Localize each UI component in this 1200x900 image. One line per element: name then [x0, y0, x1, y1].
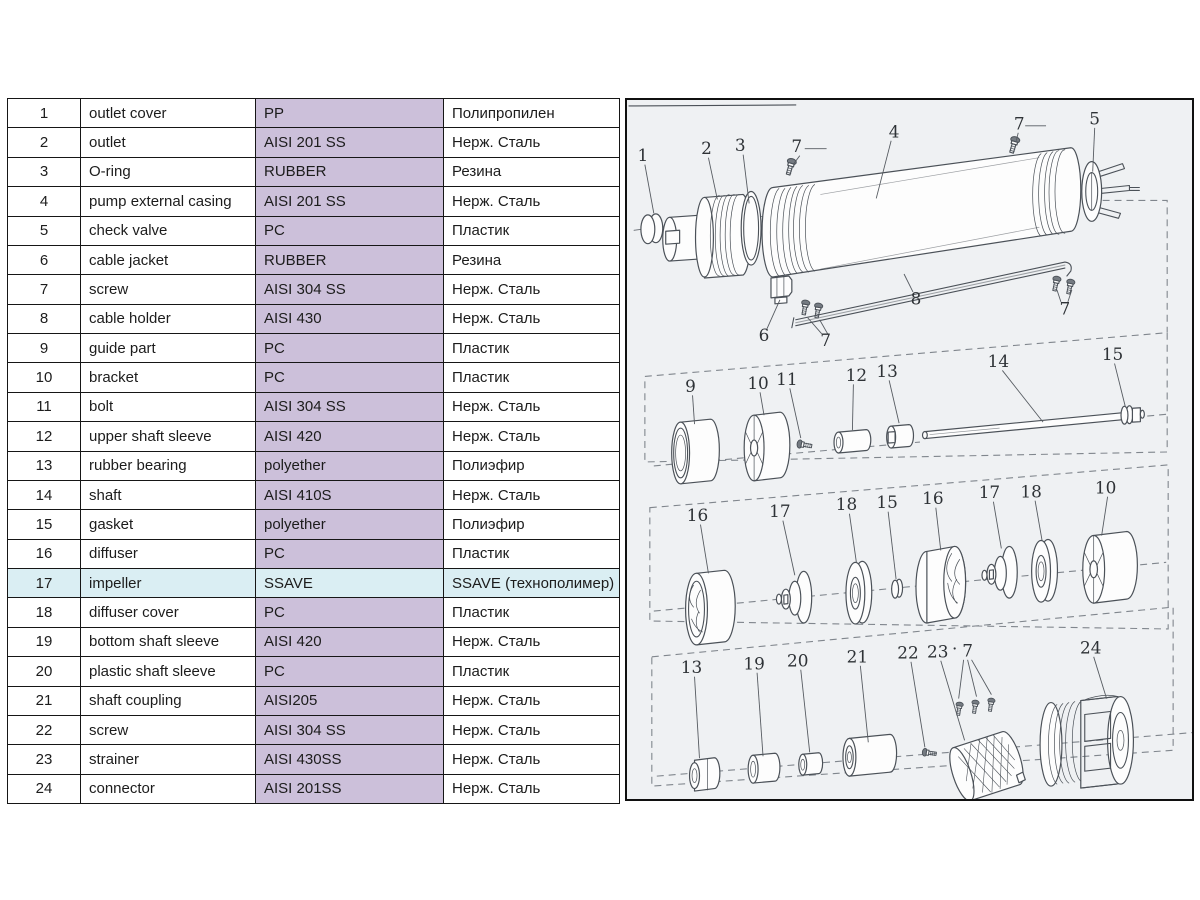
callout-number: 8 [910, 288, 922, 309]
part-21-shaft-coupling [843, 734, 897, 776]
part-13-rubber-bearing [887, 425, 914, 448]
callout-leader-line [852, 384, 853, 430]
callout-leader-line [1035, 501, 1042, 541]
part-material-ru: Пластик [444, 216, 620, 245]
part-material: SSAVE [256, 569, 444, 598]
part-number: 14 [8, 480, 81, 509]
table-row [8, 686, 620, 715]
callout-leader-line [936, 508, 941, 551]
table-row [8, 510, 620, 539]
part-name: diffuser [81, 539, 256, 568]
callout-number: 20 [787, 650, 809, 671]
part-name: gasket [81, 510, 256, 539]
part-material-ru: Нерж. Сталь [444, 627, 620, 656]
part-material-ru: Полипропилен [444, 99, 620, 128]
part-material: AISI205 [256, 686, 444, 715]
table-row [8, 157, 620, 186]
part-number: 22 [8, 715, 81, 744]
callout-leader-line [889, 380, 899, 423]
part-20-plastic-shaft-sleeve [799, 753, 823, 775]
callout-leader-line [911, 662, 925, 748]
part-material-ru: Нерж. Сталь [444, 745, 620, 774]
callout-leader-line [708, 158, 717, 200]
part-number: 5 [8, 216, 81, 245]
parts-table [7, 98, 620, 804]
callout-number: 24 [1079, 637, 1102, 658]
part-17-impeller-2 [982, 546, 1017, 598]
part-number: 2 [8, 128, 81, 157]
table-row [8, 745, 620, 774]
part-name: pump external casing [81, 187, 256, 216]
part-name: shaft [81, 480, 256, 509]
part-material: AISI 430 [256, 304, 444, 333]
part-material-ru: SSAVE (технополимер) [444, 569, 620, 598]
part-name: screw [81, 715, 256, 744]
part-number: 4 [8, 187, 81, 216]
part-name: screw [81, 275, 256, 304]
part-23-strainer [945, 729, 1028, 799]
callout-number: 16 [922, 488, 944, 509]
part-material-ru: Полиэфир [444, 510, 620, 539]
callout-number: 1 [637, 145, 649, 166]
part-number: 17 [8, 569, 81, 598]
part-material: AISI 201 SS [256, 128, 444, 157]
part-material: AISI 304 SS [256, 715, 444, 744]
part-material-ru: Нерж. Сталь [444, 275, 620, 304]
part-13-rubber-bearing-2 [690, 758, 720, 791]
part-material-ru: Пластик [444, 598, 620, 627]
part-number: 6 [8, 245, 81, 274]
part-material: RUBBER [256, 245, 444, 274]
diagram-section-shaft-assembly [672, 406, 1145, 484]
callout-number: 16 [686, 505, 709, 526]
part-material-ru: Пластик [444, 539, 620, 568]
part-material: AISI 420 [256, 627, 444, 656]
callout-number: · [951, 638, 958, 659]
table-row [8, 774, 620, 803]
table-row [8, 99, 620, 128]
part-6-cable-jacket [771, 276, 792, 304]
callout-number: 6 [758, 325, 770, 346]
callout-number: 7 [962, 640, 973, 661]
part-number: 21 [8, 686, 81, 715]
part-name: outlet [81, 128, 256, 157]
screw-icon [955, 698, 996, 716]
part-number: 18 [8, 598, 81, 627]
part-material-ru: Пластик [444, 363, 620, 392]
part-number: 24 [8, 774, 81, 803]
part-name: rubber bearing [81, 451, 256, 480]
part-name: impeller [81, 569, 256, 598]
table-row [8, 451, 620, 480]
table-row [8, 128, 620, 157]
callout-number: 13 [876, 360, 898, 381]
table-row [8, 392, 620, 421]
part-3-o-ring [741, 191, 761, 265]
callout-leader-line [801, 670, 810, 753]
part-material-ru: Нерж. Сталь [444, 480, 620, 509]
table-row [8, 304, 620, 333]
part-material: AISI 304 SS [256, 275, 444, 304]
part-material-ru: Нерж. Сталь [444, 128, 620, 157]
callout-number: 3 [734, 135, 746, 156]
callout-leader-line [1115, 363, 1126, 407]
part-material: AISI 430SS [256, 745, 444, 774]
callout-number: 5 [1089, 108, 1101, 129]
part-material-ru: Пластик [444, 657, 620, 686]
scan-artifact-line [629, 105, 796, 106]
part-15-gasket-small [892, 579, 903, 598]
part-material: AISI 201 SS [256, 187, 444, 216]
part-12-upper-shaft-sleeve [834, 430, 871, 453]
callout-number: 14 [987, 350, 1010, 372]
part-material: AISI 304 SS [256, 392, 444, 421]
part-name: bolt [81, 392, 256, 421]
callout-number: 13 [680, 657, 703, 678]
part-material-ru: Пластик [444, 334, 620, 363]
callout-number: 18 [1020, 481, 1042, 502]
table-row [8, 216, 620, 245]
table-row [8, 422, 620, 451]
callout-number: 4 [888, 121, 900, 142]
callout-leader-line [783, 521, 795, 576]
part-number: 7 [8, 275, 81, 304]
part-name: outlet cover [81, 99, 256, 128]
part-2-outlet [663, 194, 751, 278]
part-15-gasket [1121, 406, 1144, 424]
callout-leader-line [1094, 657, 1107, 699]
part-material: AISI 201SS [256, 774, 444, 803]
part-number: 13 [8, 451, 81, 480]
part-material: AISI 410S [256, 480, 444, 509]
table-row [8, 657, 620, 686]
callout-number: 2 [701, 138, 712, 159]
callout-leader-line [860, 666, 868, 743]
part-number: 10 [8, 363, 81, 392]
part-material-ru: Нерж. Сталь [444, 304, 620, 333]
callout-number: 7 [1013, 113, 1025, 134]
part-number: 1 [8, 99, 81, 128]
part-number: 20 [8, 657, 81, 686]
callout-number: 7 [820, 330, 831, 351]
callout-leader-line [1002, 370, 1043, 422]
part-material: PC [256, 363, 444, 392]
part-material: AISI 420 [256, 422, 444, 451]
callout-leader-line [941, 661, 965, 741]
part-16-diffuser-open [916, 546, 966, 623]
callout-number: 9 [685, 375, 696, 396]
part-number: 8 [8, 304, 81, 333]
part-number: 3 [8, 157, 81, 186]
table-row [8, 363, 620, 392]
part-material-ru: Резина [444, 245, 620, 274]
part-number: 9 [8, 334, 81, 363]
part-material: RUBBER [256, 157, 444, 186]
part-number: 19 [8, 627, 81, 656]
part-name: shaft coupling [81, 686, 256, 715]
part-5-check-valve [1082, 162, 1140, 222]
table-row [8, 539, 620, 568]
callout-leader-line [695, 677, 700, 759]
part-material: PC [256, 216, 444, 245]
part-10-bracket-2 [1083, 532, 1138, 604]
table-row [8, 715, 620, 744]
part-number: 12 [8, 422, 81, 451]
part-name: bracket [81, 363, 256, 392]
part-material: PC [256, 334, 444, 363]
table-row [8, 334, 620, 363]
part-material: polyether [256, 451, 444, 480]
table-row [8, 245, 620, 274]
part-name: cable holder [81, 304, 256, 333]
exploded-view-panel [625, 98, 1194, 801]
part-name: cable jacket [81, 245, 256, 274]
callout-number: 10 [1094, 477, 1117, 498]
part-material-ru: Нерж. Сталь [444, 715, 620, 744]
table-row [8, 627, 620, 656]
part-9-guide-part [672, 419, 720, 484]
part-18-diffuser-cover [846, 561, 872, 624]
callout-leader-line [959, 660, 964, 699]
callout-number: 21 [846, 646, 869, 667]
part-material: PC [256, 657, 444, 686]
part-name: O-ring [81, 157, 256, 186]
callout-number: 12 [845, 364, 868, 385]
part-name: check valve [81, 216, 256, 245]
table-row [8, 480, 620, 509]
part-1-outlet-cover-ring [641, 214, 663, 244]
diagram-section-impeller-stack [686, 532, 1138, 645]
part-material: PP [256, 99, 444, 128]
part-material: PC [256, 539, 444, 568]
part-material-ru: Нерж. Сталь [444, 686, 620, 715]
part-name: bottom shaft sleeve [81, 627, 256, 656]
callout-number: 7 [791, 136, 803, 157]
part-22-screw [922, 748, 937, 758]
part-number: 15 [8, 510, 81, 539]
callout-number: 23 [927, 641, 949, 662]
part-10-bracket [744, 412, 790, 481]
table-row [8, 275, 620, 304]
callout-number: 10 [747, 372, 769, 393]
part-name: plastic shaft sleeve [81, 657, 256, 686]
part-11-bolt [796, 440, 812, 451]
part-material-ru: Нерж. Сталь [444, 422, 620, 451]
part-number: 11 [8, 392, 81, 421]
part-name: strainer [81, 745, 256, 774]
callout-number: 22 [897, 642, 919, 663]
part-name: upper shaft sleeve [81, 422, 256, 451]
callout-number: 15 [876, 492, 898, 513]
part-24-connector [1040, 695, 1133, 788]
callout-leader-line [849, 514, 856, 563]
callout-number: 17 [978, 482, 1001, 503]
part-name: diffuser cover [81, 598, 256, 627]
callout-leader-line [693, 395, 695, 424]
part-name: guide part [81, 334, 256, 363]
part-material-ru: Резина [444, 157, 620, 186]
callout-leader-line [993, 502, 1001, 549]
callout-leader-line [645, 165, 654, 214]
part-8-cable-holder [792, 262, 1071, 328]
table-row [8, 187, 620, 216]
pump-exploded-drawing [627, 100, 1192, 799]
callout-leader-line [888, 512, 896, 580]
part-material-ru: Полиэфир [444, 451, 620, 480]
part-18-diffuser-cover-2 [1032, 539, 1058, 602]
part-material: polyether [256, 510, 444, 539]
callout-number: 18 [835, 494, 858, 515]
callout-number: 19 [743, 653, 765, 674]
callout-number: 17 [769, 501, 791, 522]
part-material-ru: Нерж. Сталь [444, 774, 620, 803]
callout-number: 7 [1059, 298, 1071, 319]
part-16-diffuser [686, 570, 736, 645]
callout-leader-line [1102, 497, 1108, 536]
part-19-bottom-shaft-sleeve [748, 753, 780, 783]
callout-leader-line [790, 388, 801, 438]
part-material-ru: Нерж. Сталь [444, 187, 620, 216]
part-17-impeller [776, 571, 811, 623]
callout-number: 11 [776, 368, 798, 389]
callout-leader-line [757, 673, 763, 757]
part-material-ru: Нерж. Сталь [444, 392, 620, 421]
table-row [8, 569, 620, 598]
part-14-shaft [923, 412, 1134, 439]
callout-leader-line [760, 392, 764, 415]
part-number: 23 [8, 745, 81, 774]
part-name: connector [81, 774, 256, 803]
part-material: PC [256, 598, 444, 627]
callout-number: 15 [1101, 344, 1124, 365]
part-4-pump-casing [762, 148, 1081, 277]
table-row [8, 598, 620, 627]
callout-leader-line [700, 525, 708, 574]
part-number: 16 [8, 539, 81, 568]
diagram-section-bottom-assembly [690, 695, 1134, 799]
